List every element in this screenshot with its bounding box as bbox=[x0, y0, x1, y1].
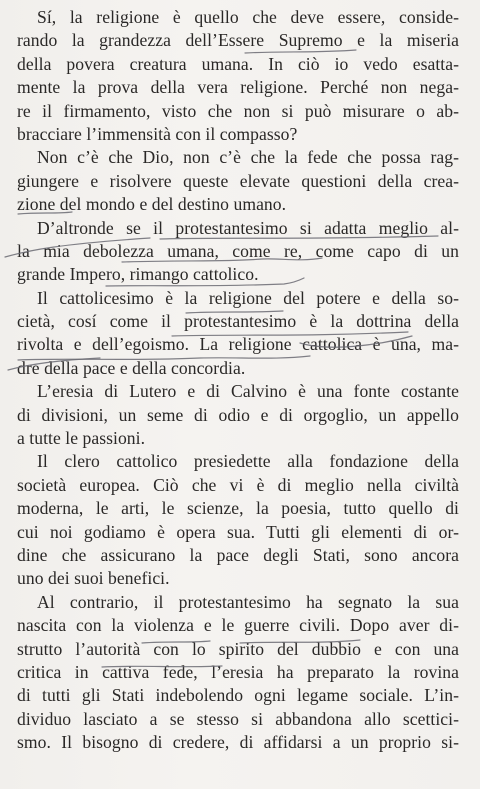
text-line: cietà, cosí come il protestantesimo è la dottrina della bbox=[17, 311, 459, 332]
text-line: dividuo lasciato a se stesso si abbandona allo scettici- bbox=[17, 708, 459, 729]
text-line: di divisioni, un seme di odio e di orgoglio, un appello bbox=[17, 404, 459, 425]
paragraph-heresy-luther-calvin bbox=[17, 380, 459, 450]
text-line: critica in cattiva fede, l’eresia ha preparato la rovina bbox=[17, 661, 459, 682]
text-line: la mia debolezza umana, come re, come capo di un bbox=[17, 240, 459, 261]
text-line: di tutti gli Stati indebolendo ogni legame sociale. L’in- bbox=[17, 685, 459, 706]
paragraph-protestantism-violence bbox=[17, 591, 459, 755]
text-line: zione del mondo e del destino umano. bbox=[17, 194, 287, 215]
text-line: L’eresia di Lutero e di Calvino è una fonte costante bbox=[37, 381, 459, 402]
text-line: cui noi godiamo è opera sua. Tutti gli elementi di or- bbox=[17, 521, 459, 542]
text-line: società europea. Ciò che vi è di meglio nella civiltà bbox=[17, 474, 459, 495]
paragraph-god-faith bbox=[17, 146, 459, 216]
paragraph-catholic-clergy bbox=[17, 450, 459, 590]
text-line: Al contrario, il protestantesimo ha segnato la sua bbox=[37, 591, 459, 612]
text-line: Non c’è che Dio, non c’è che la fede che possa rag- bbox=[37, 147, 459, 168]
text-line: uno dei suoi benefici. bbox=[17, 568, 170, 589]
text-line: mente la prova della vera religione. Perché non nega- bbox=[17, 77, 459, 98]
text-line: re il firmamento, visto che non si può misurare o ab- bbox=[17, 100, 459, 121]
text-line: della povera creatura umana. In ciò io vedo esatta- bbox=[17, 53, 459, 74]
text-line: nascita con la violenza e le guerre civili. Dopo aver di- bbox=[17, 615, 459, 636]
paragraph-catholicism-power bbox=[17, 287, 459, 381]
text-line: grande Impero, rimango cattolico. bbox=[17, 264, 259, 285]
page-text bbox=[17, 6, 459, 755]
text-line: Il clero cattolico presiedette alla fondazione della bbox=[37, 451, 459, 472]
text-line: moderna, le arti, le scienze, la poesia, tutto quello di bbox=[17, 498, 459, 519]
text-line: a tutte le passioni. bbox=[17, 428, 146, 449]
text-line: rando la grandezza dell’Essere Supremo e la miseria bbox=[17, 30, 459, 51]
text-line: rivolta e dell’egoismo. La religione cattolica è una, ma- bbox=[17, 334, 459, 355]
text-line: strutto l’autorità con lo spirito del dubbio e con una bbox=[17, 638, 459, 659]
text-line: Sí, la religione è quello che deve essere, conside- bbox=[37, 7, 459, 27]
text-line: D’altronde se il protestantesimo si adatta meglio al- bbox=[37, 217, 459, 238]
text-line: bracciare l’immensità con il compasso? bbox=[17, 123, 298, 144]
text-line: giungere e risolvere queste elevate questioni della crea- bbox=[17, 170, 459, 191]
paragraph-protestantism-catholic bbox=[17, 217, 459, 287]
text-line: Il cattolicesimo è la religione del potere e della so- bbox=[37, 287, 459, 308]
text-line: dine che assicurano la pace degli Stati, sono ancora bbox=[17, 544, 459, 565]
text-line: smo. Il bisogno di credere, di affidarsi a un proprio si- bbox=[17, 732, 459, 753]
text-line: dre della pace e della concordia. bbox=[17, 357, 246, 378]
paragraph-religion-essence bbox=[17, 6, 459, 146]
